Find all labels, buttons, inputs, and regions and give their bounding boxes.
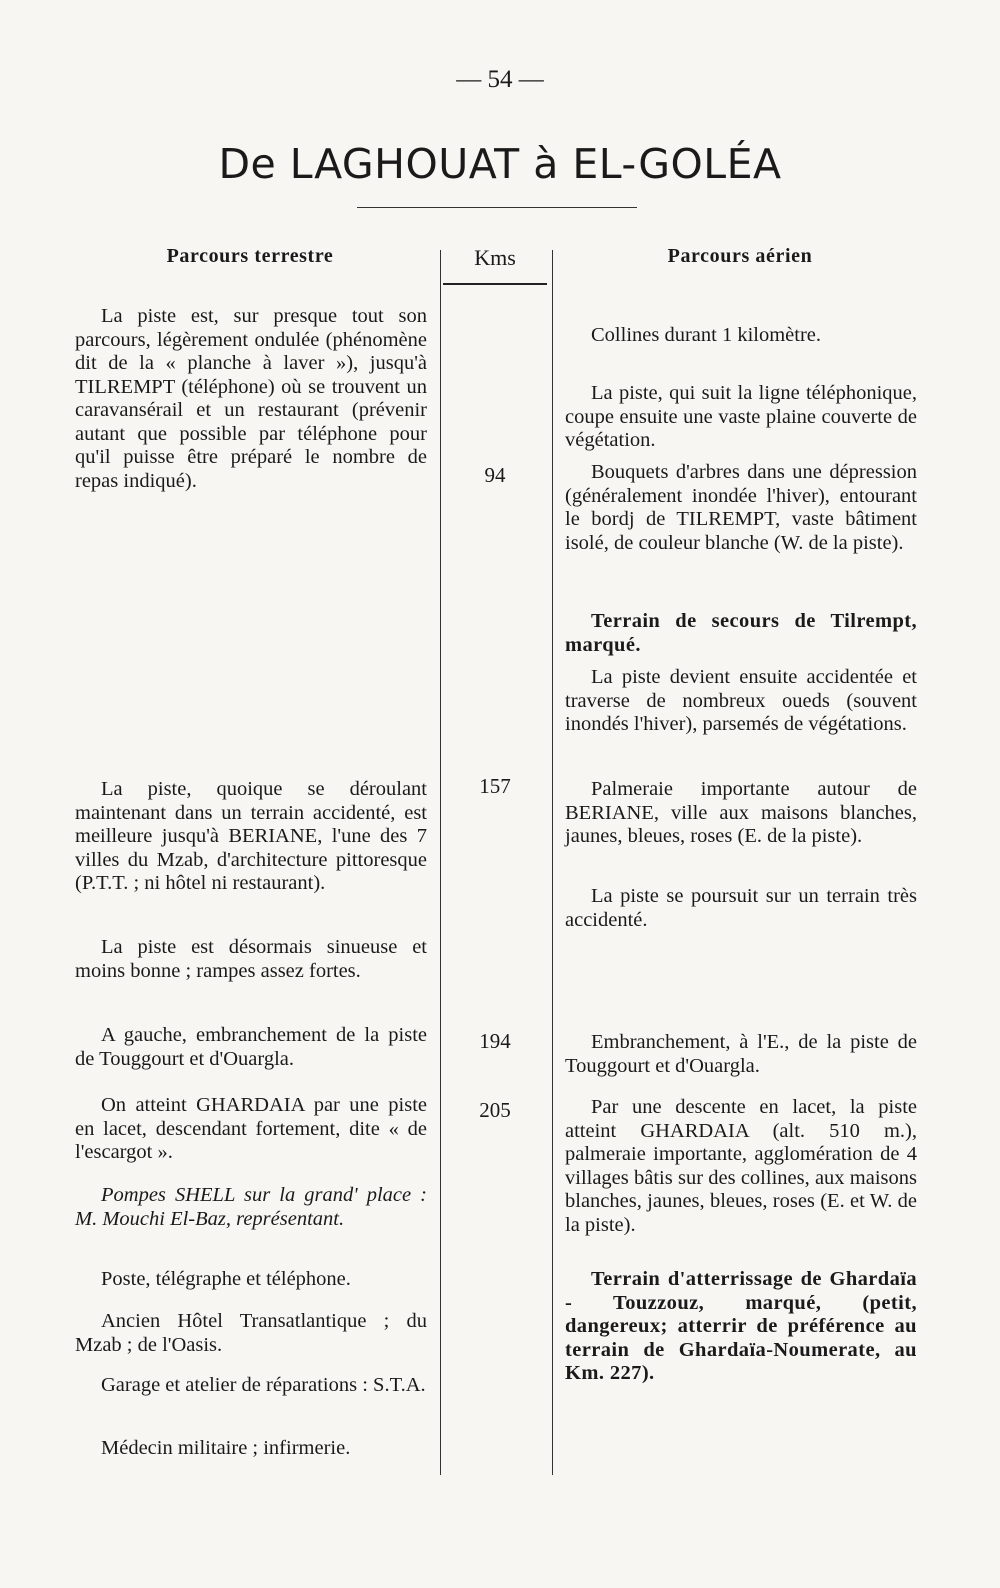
land-paragraph: La piste est désormais sinueuse et moins bonne ; rampes assez fortes. xyxy=(75,936,427,982)
air-paragraph: Embranchement, à l'E., de la piste de Touggourt et d'Ouargla. xyxy=(565,1031,917,1077)
header-land-route: Parcours terrestre xyxy=(166,245,334,267)
land-paragraph: Médecin militaire ; infirmerie. xyxy=(101,1437,351,1459)
km-marker: 94 xyxy=(484,463,506,487)
header-kms: Kms xyxy=(474,245,516,270)
km-marker: 205 xyxy=(479,1098,511,1122)
air-paragraph-landing-field: Terrain d'atterrissage de Ghardaïa - Touzzouz, marqué, (petit, dangereux; atterrir de préférence au terrain de Ghardaïa-Noumerate, au Km. 227). xyxy=(565,1268,917,1384)
land-paragraph: Poste, télégraphe et téléphone. xyxy=(101,1268,351,1290)
km-marker: 157 xyxy=(479,774,511,798)
air-paragraph-emergency-field: Terrain de secours de Tilrempt, marqué. xyxy=(565,610,917,656)
air-paragraph: Bouquets d'arbres dans une dépression (généralement inondée l'hiver), entourant le bordj de TILREMPT, vaste bâtiment isolé, de couleur blanche (W. de la piste). xyxy=(565,461,917,554)
land-paragraph: La piste est, sur presque tout son parcours, légèrement ondulée (phénomène dit de la « planche à laver »), jusqu'à TILREMPT (téléphone) où se trouvent un caravansérail et un restaurant (prévenir autant que possible par téléphone pour qu'il puisse être préparé le nombre de repas indiqué). xyxy=(75,305,427,492)
page-title: De LAGHOUAT à EL-GOLÉA xyxy=(218,140,782,188)
air-paragraph: La piste, qui suit la ligne téléphonique, coupe ensuite une vaste plaine couverte de végétation. xyxy=(565,382,917,451)
air-paragraph: Collines durant 1 kilomètre. xyxy=(591,324,822,346)
title-rule xyxy=(357,207,637,208)
column-divider-left xyxy=(440,250,441,1475)
column-divider-right xyxy=(552,250,553,1475)
kms-header-rule xyxy=(443,283,547,285)
land-paragraph: La piste, quoique se déroulant maintenant dans un terrain accidenté, est meilleure jusqu'à BERIANE, l'une des 7 villes du Mzab, d'architecture pittoresque (P.T.T. ; ni hôtel ni restaurant). xyxy=(75,778,427,894)
air-paragraph: Par une descente en lacet, la piste atteint GHARDAIA (alt. 510 m.), palmeraie importante, agglomération de 4 villages bâtis sur des collines, aux maisons blanches, jaunes, bleues, roses (E. et W. de la piste). xyxy=(565,1096,917,1236)
air-paragraph: Palmeraie importante autour de BERIANE, ville aux maisons blanches, jaunes, bleues, roses (E. de la piste). xyxy=(565,778,917,847)
page-number: — 54 — xyxy=(456,66,544,93)
land-paragraph: A gauche, embranchement de la piste de Touggourt et d'Ouargla. xyxy=(75,1024,427,1070)
air-paragraph: La piste devient ensuite accidentée et traverse de nombreux oueds (souvent inondés l'hiver), parsemés de végétations. xyxy=(565,666,917,735)
air-paragraph: La piste se poursuit sur un terrain très accidenté. xyxy=(565,885,917,931)
header-air-route: Parcours aérien xyxy=(667,245,813,267)
land-paragraph: Ancien Hôtel Transatlantique ; du Mzab ; de l'Oasis. xyxy=(75,1310,427,1356)
km-marker: 194 xyxy=(479,1029,511,1053)
land-paragraph-shell: Pompes SHELL sur la grand' place : M. Mouchi El-Baz, représentant. xyxy=(75,1184,427,1230)
land-paragraph: On atteint GHARDAIA par une piste en lacet, descendant fortement, dite « de l'escargot ». xyxy=(75,1094,427,1163)
land-paragraph: Garage et atelier de réparations : S.T.A. xyxy=(101,1374,426,1396)
